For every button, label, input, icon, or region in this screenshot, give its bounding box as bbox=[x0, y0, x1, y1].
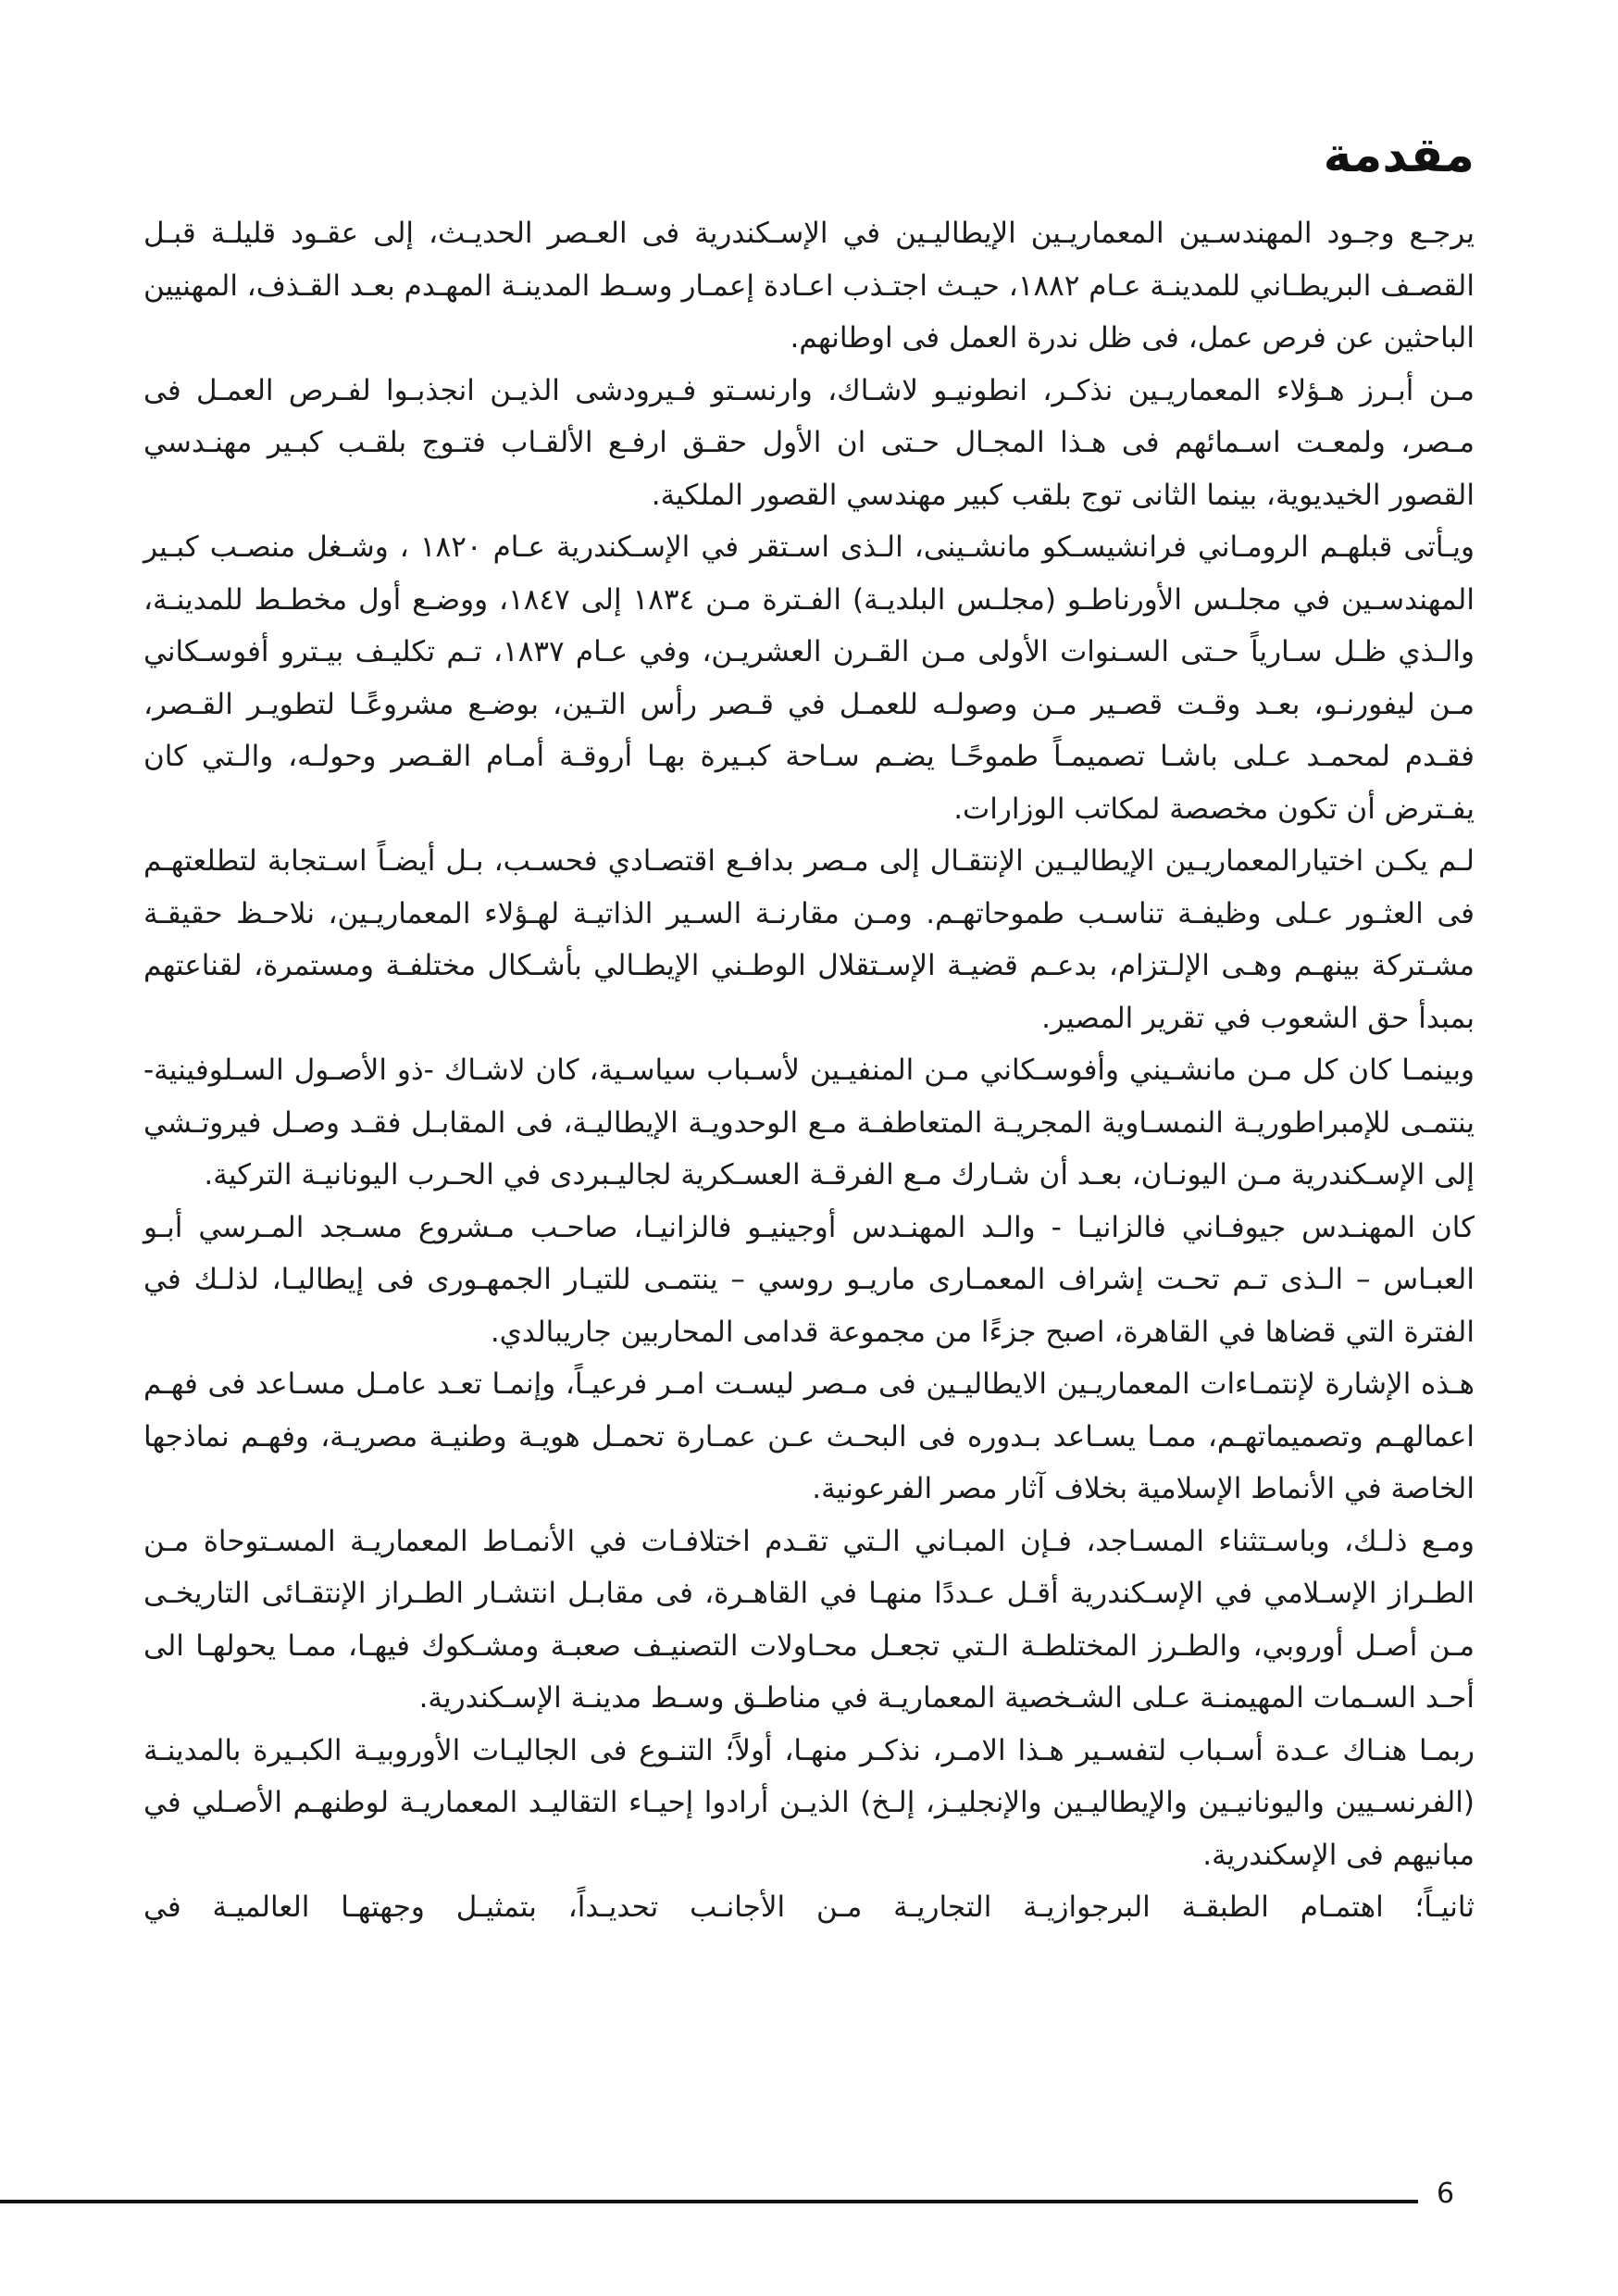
paragraph: وبينمـا كان كل مـن مانشـيني وأفوسـكاني مـن المنفيـين لأسـباب سياسـية، كان لاشـاك -ذو الأصـول السـلوفينية- ينتمـى للإمبراطوريـة النمسـاوية المجريـة المتعاطفـة مـع الوحدويـة الإيطاليـة، فى المقابـل فقـد وصـل فيروتـشي إلى الإسـكندرية مـن اليونـان، بعـد أن شـارك مـع الفرقـة العسـكرية لجاليـبردى في الحـرب اليونانيـة التركية. bbox=[143, 1054, 1475, 1192]
paragraph: هـذه الإشارة لإنتمـاءات المعماريـين الايطاليـين فى مـصر ليسـت امـر فرعيـاً، وإنمـا تعـد عامـل مسـاعد فى فهـم اعمالهـم وتصميماتهـم، ممـا يسـاعد بـدوره فى البحـث عـن عمـارة تحمـل هويـة وطنيـة مصريـة، وفهـم نماذجها الخاصة في الأنماط الإسلامية بخلاف آثار مصر الفرعونية. bbox=[143, 1367, 1475, 1505]
paragraph: مـن أبـرز هـؤلاء المعماريـين نذكـر، انطونيـو لاشـاك، وارنسـتو فـيرودشى الذيـن انجذبـوا لفـرص العمـل فى مـصر، ولمعـت اسـمائهم فى هـذا المجـال حـتى ان الأول حقـق ارفـع الألقـاب فتـوج بلقـب كبـير مهنـدسي القصور الخيديوية، بينما الثانى توج بلقب كبير مهندسي القصور الملكية. bbox=[143, 373, 1475, 512]
paragraph: يرجـع وجـود المهندسـين المعماريـين الإيطاليـين في الإسـكندرية فى العـصر الحديـث، إلى عقـود قليلـة قبـل القصـف البريطـاني للمدينـة عـام ١٨٨٢، حيـث اجتـذب اعـادة إعمـار وسـط المدينـة المهـدم بعـد القـذف، المهنيين الباحثين عن فرص عمل، فى ظل ندرة العمل فى اوطانهم. bbox=[143, 217, 1475, 355]
footer-rule bbox=[0, 2200, 1418, 2203]
paragraph: ثانيـاً؛ اهتمـام الطبقـة البرجوازيـة التجاريـة مـن الأجانـب تحديـداً، بتمثيـل وجهتهـا العالميـة في bbox=[143, 1890, 1475, 1924]
paragraph: ويـأتى قبلهـم الرومـاني فرانشيسـكو مانشـينى، الـذى اسـتقر في الإسـكندرية عـام ١٨٢٠ ، وشـغل منصـب كبـير المهندسـين في مجلـس الأورناطـو (مجلـس البلديـة) الفـترة مـن ١٨٣٤ إلى ١٨٤٧، ووضـع أول مخطـط للمدينـة، والـذي ظـل سـارياً حـتى السـنوات الأولى مـن القـرن العشريـن، وفي عـام ١٨٣٧، تـم تكليـف بيـترو أفوسـكاني مـن ليفورنـو، بعـد وقـت قصـير مـن وصولـه للعمـل في قـصر رأس التـين، بوضـع مشروعًـا لتطويـر القـصر، فقـدم لمحمـد عـلى باشـا تصميمـاً طموحًـا يضـم سـاحة كبـيرة بهـا أروقـة أمـام القـصر وحولـه، والـتي كان يفـترض أن تكون مخصصة لمكاتب الوزارات. bbox=[143, 530, 1475, 826]
body-text bbox=[143, 207, 1475, 1934]
page-number: 6 bbox=[1437, 2177, 1455, 2210]
paragraph: كان المهنـدس جيوفـاني فالزانيـا - والـد المهنـدس أوجينيـو فالزانيـا، صاحـب مـشروع مسـجد المـرسي أبـو العبـاس – الـذى تـم تحـت إشراف المعمـارى ماريـو روسي – ينتمـى للتيـار الجمهـورى فى إيطاليـا، لذلـك في الفترة التي قضاها في القاهرة، اصبح جزءًا من مجموعة قدامى المحاربين جاريبالدي. bbox=[143, 1210, 1475, 1349]
paragraph: ومـع ذلـك، وباسـتثناء المسـاجد، فـإن المبـاني الـتي تقـدم اختلافـات في الأنمـاط المعماريـة المسـتوحاة مـن الطـراز الإسـلامي في الإسـكندرية أقـل عـددًا منهـا في القاهـرة، فى مقابـل انتشـار الطـراز الإنتقـائى التاريخـى مـن أصـل أوروبي، والطـرز المختلطـة الـتي تجعـل محـاولات التصنيـف صعبـة ومشـكوك فيهـا، ممـا يحولهـا الى أحـد السـمات المهيمنـة عـلى الشـخصية المعماريـة في مناطـق وسـط مدينـة الإسـكندرية. bbox=[143, 1524, 1475, 1715]
paragraph: ربمـا هنـاك عـدة أسـباب لتفسـير هـذا الامـر، نذكـر منهـا، أولاً؛ التنـوع فى الجاليـات الأوروبيـة الكبـيرة بالمدينـة (الفرنسـيين واليونانيـين والإيطاليـين والإنجليـز، إلـخ) الذيـن أرادوا إحيـاء التقاليـد المعماريـة لوطنهـم الأصـلي في مبانيهم فى الإسكندرية. bbox=[143, 1733, 1475, 1872]
paragraph: لـم يكـن اختيارالمعماريـين الإيطاليـين الإنتقـال إلى مـصر بدافـع اقتصـادي فحسـب، بـل أيضـاً اسـتجابة لتطلعتهـم فى العثـور عـلى وظيفـة تناسـب طموحاتهـم. ومـن مقارنـة السـير الذاتيـة لهـؤلاء المعماريـين، نلاحـظ حقيقـة مشـتركة بينهـم وهـى الإلـتزام، بدعـم قضيـة الإسـتقلال الوطـني الإيطـالي بأشـكال مختلفـة ومستمرة، لقناعتهم بمبدأ حق الشعوب في تقرير المصير. bbox=[143, 844, 1475, 1035]
page-title: مقدمة bbox=[1323, 128, 1475, 183]
